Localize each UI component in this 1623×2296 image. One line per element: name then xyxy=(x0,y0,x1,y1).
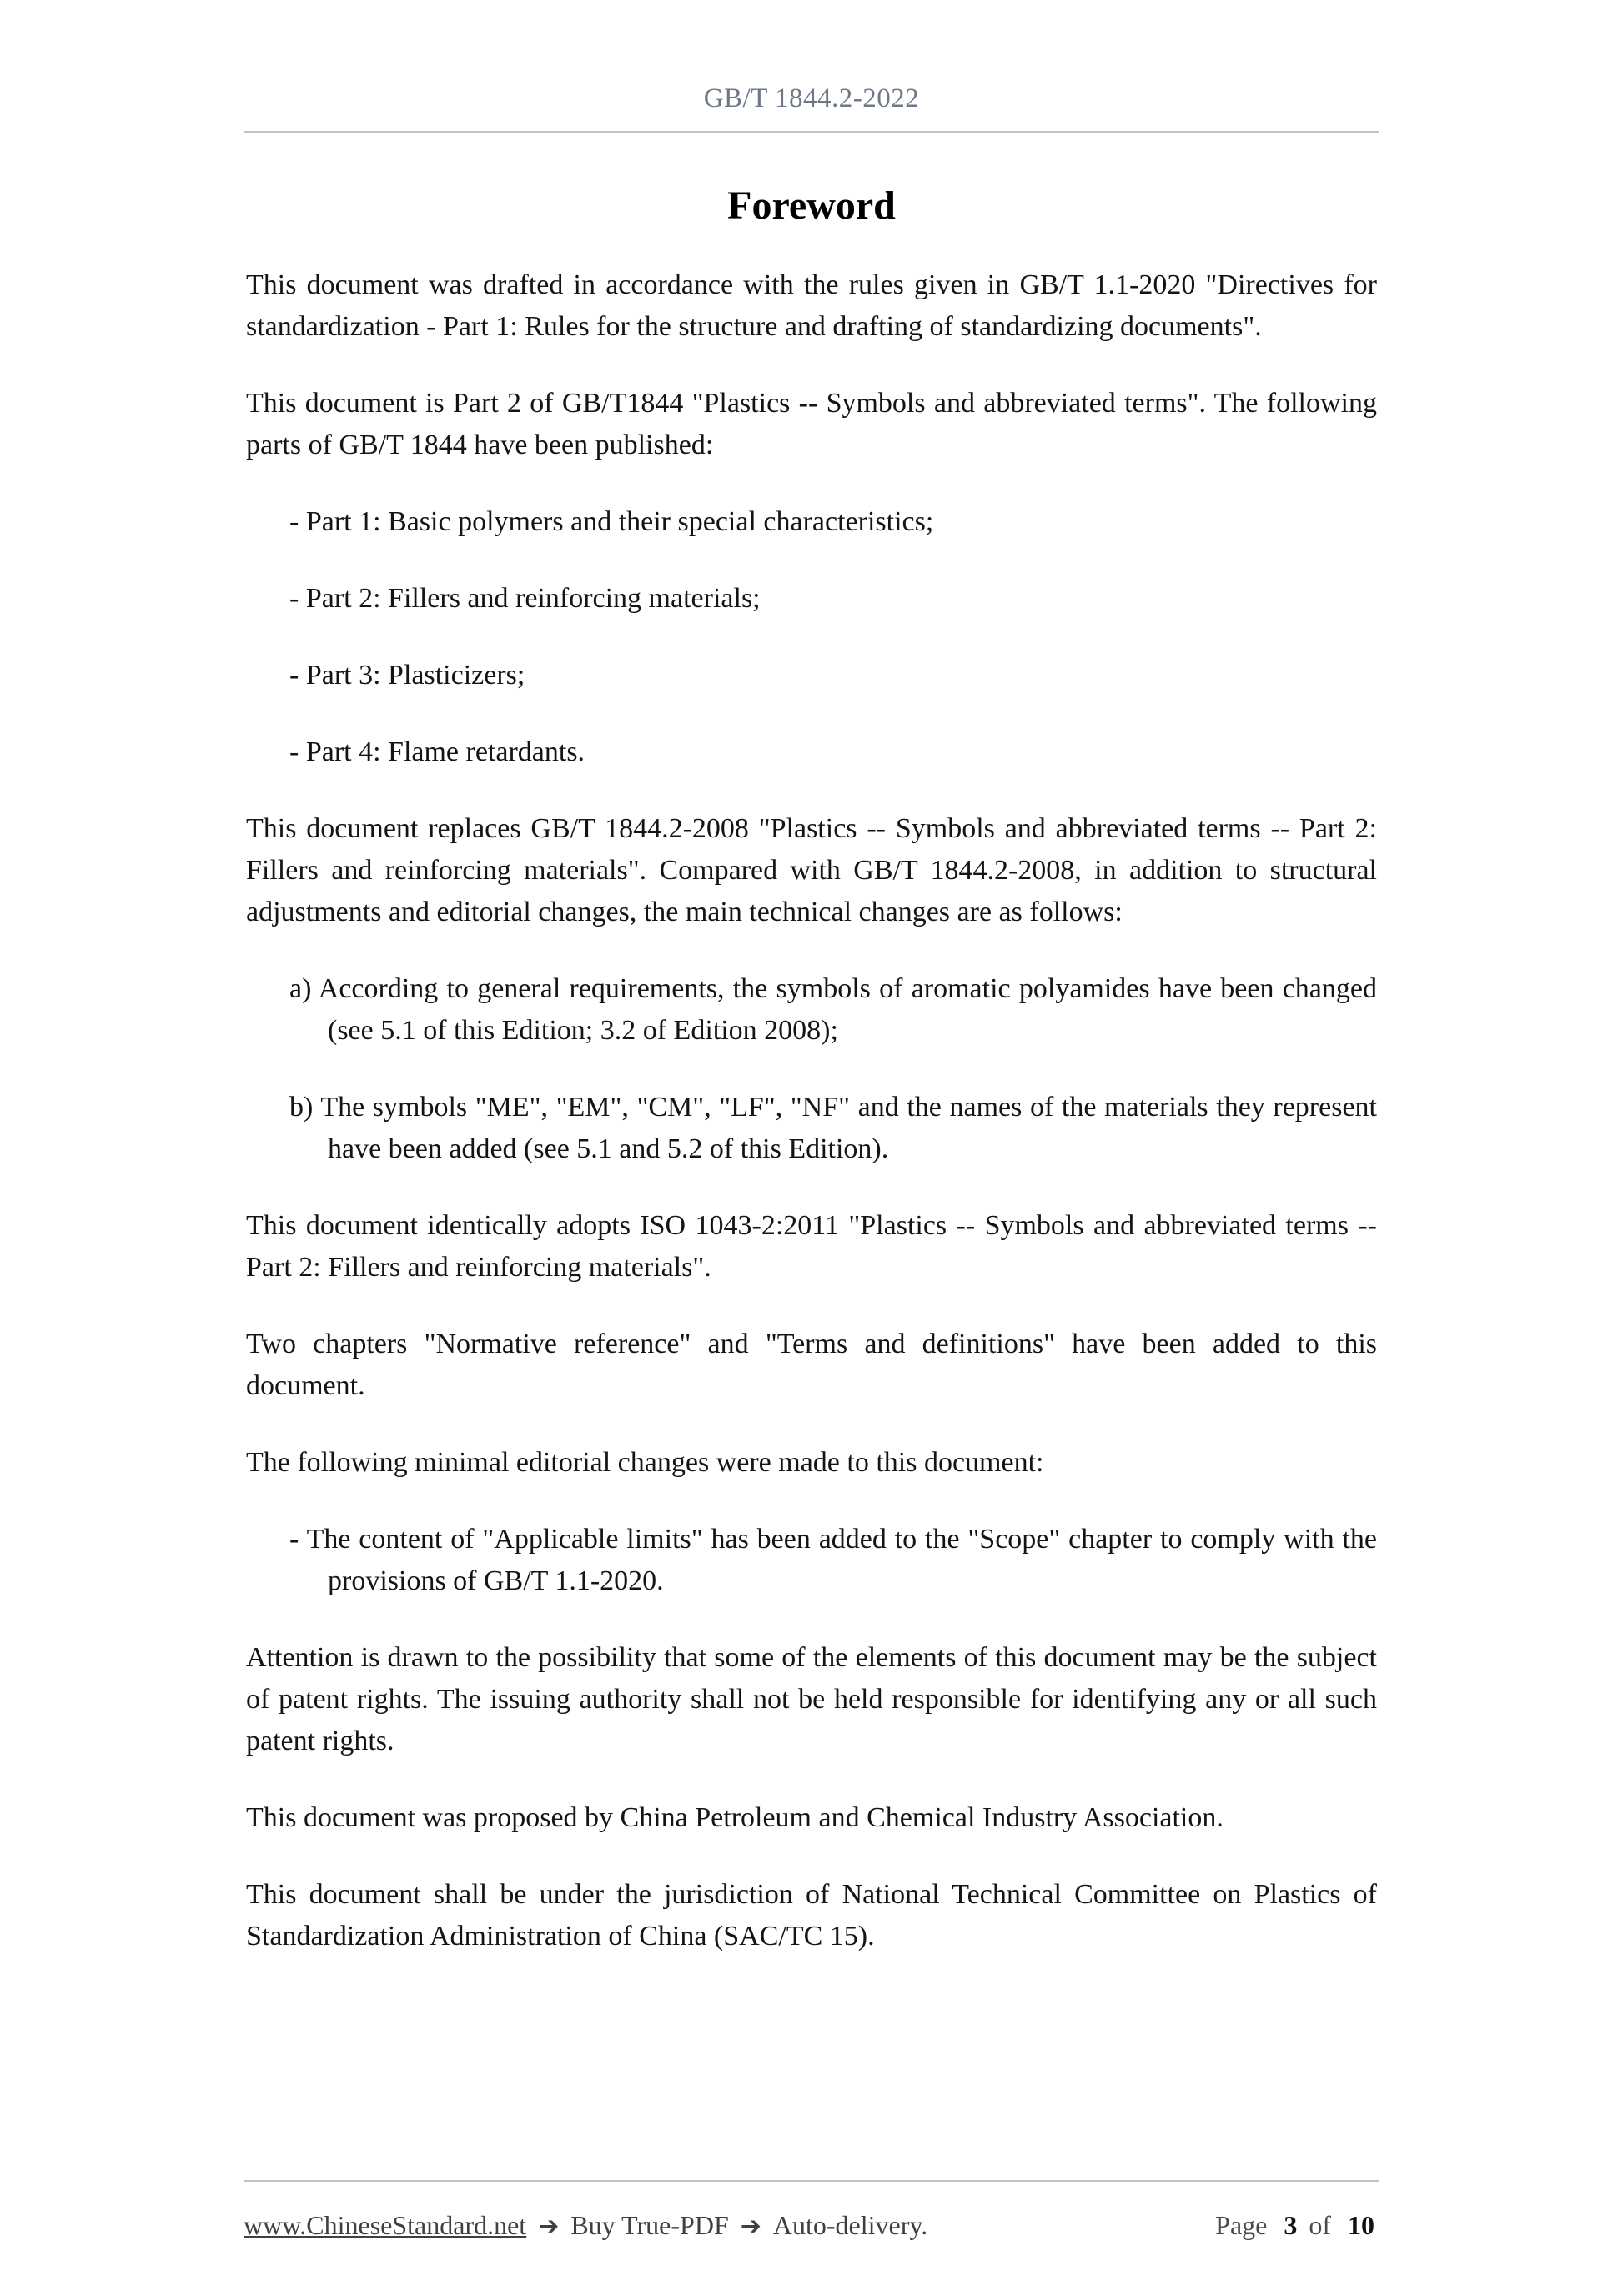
hanging-list-item: - The content of "Applicable limits" has been added to the "Scope" chapter to comply with the provisions of GB/T 1.1-2020. xyxy=(289,1524,1377,1596)
current-page-number: 3 xyxy=(1284,2210,1298,2240)
page-title: Foreword xyxy=(727,183,896,228)
page-label: Page xyxy=(1215,2210,1268,2240)
list-item: - Part 4: Flame retardants. xyxy=(289,736,585,767)
paragraph: Two chapters "Normative reference" and "Terms and definitions" have been added to this document. xyxy=(246,1329,1377,1401)
document-body xyxy=(0,229,1623,1957)
footer-source-line xyxy=(244,2210,939,2241)
page-footer xyxy=(0,2180,1623,2241)
of-label: of xyxy=(1309,2210,1331,2240)
list-item: - Part 3: Plasticizers; xyxy=(289,660,525,691)
arrow-right-icon: ➔ xyxy=(740,2212,761,2241)
paragraph: This document is Part 2 of GB/T1844 "Plastics -- Symbols and abbreviated terms". The following parts of GB/T 1844 have been published: xyxy=(246,388,1377,460)
paragraph: This document shall be under the jurisdiction of National Technical Committee on Plastics of Standardization Administration of China (SAC/TC 15). xyxy=(246,1879,1377,1952)
paragraph: The following minimal editorial changes were made to this document: xyxy=(246,1447,1044,1478)
list-item: - Part 1: Basic polymers and their special characteristics; xyxy=(289,506,934,537)
header-doc-number: GB/T 1844.2-2022 xyxy=(703,83,920,113)
paragraph: This document was drafted in accordance with the rules given in GB/T 1.1-2020 "Directives for standardization - Part 1: Rules for the structure and drafting of standardizing documents". xyxy=(246,269,1377,342)
header-divider xyxy=(244,131,1379,133)
paragraph: This document replaces GB/T 1844.2-2008 "Plastics -- Symbols and abbreviated terms -- Part 2: Fillers and reinforcing materials". Compared with GB/T 1844.2-2008, in addition to structural adjustments and editorial changes, the main technical changes are as follows: xyxy=(246,813,1377,927)
paragraph: This document was proposed by China Petroleum and Chemical Industry Association. xyxy=(246,1802,1224,1833)
hanging-list-item: b) The symbols "ME", "EM", "CM", "LF", "NF" and the names of the materials they represent have been added (see 5.1 and 5.2 of this Edition). xyxy=(289,1092,1377,1164)
auto-delivery-label: Auto-delivery. xyxy=(772,2210,928,2240)
site-link[interactable]: www.ChineseStandard.net xyxy=(244,2210,527,2240)
total-pages-number: 10 xyxy=(1348,2210,1374,2240)
page-indicator xyxy=(1215,2210,1379,2241)
arrow-right-icon: ➔ xyxy=(538,2212,560,2241)
buy-true-pdf-label: Buy True-PDF xyxy=(570,2210,729,2240)
paragraph: Attention is drawn to the possibility that some of the elements of this document may be the subject of patent rights. The issuing authority shall not be held responsible for identifying any or all such patent rights. xyxy=(246,1642,1377,1756)
list-item: - Part 2: Fillers and reinforcing materials; xyxy=(289,583,761,614)
hanging-list-item: a) According to general requirements, the symbols of aromatic polyamides have been changed (see 5.1 of this Edition; 3.2 of Edition 2008); xyxy=(289,973,1377,1046)
paragraph: This document identically adopts ISO 1043-2:2011 "Plastics -- Symbols and abbreviated terms -- Part 2: Fillers and reinforcing materials". xyxy=(246,1210,1377,1283)
footer-divider xyxy=(244,2180,1379,2182)
